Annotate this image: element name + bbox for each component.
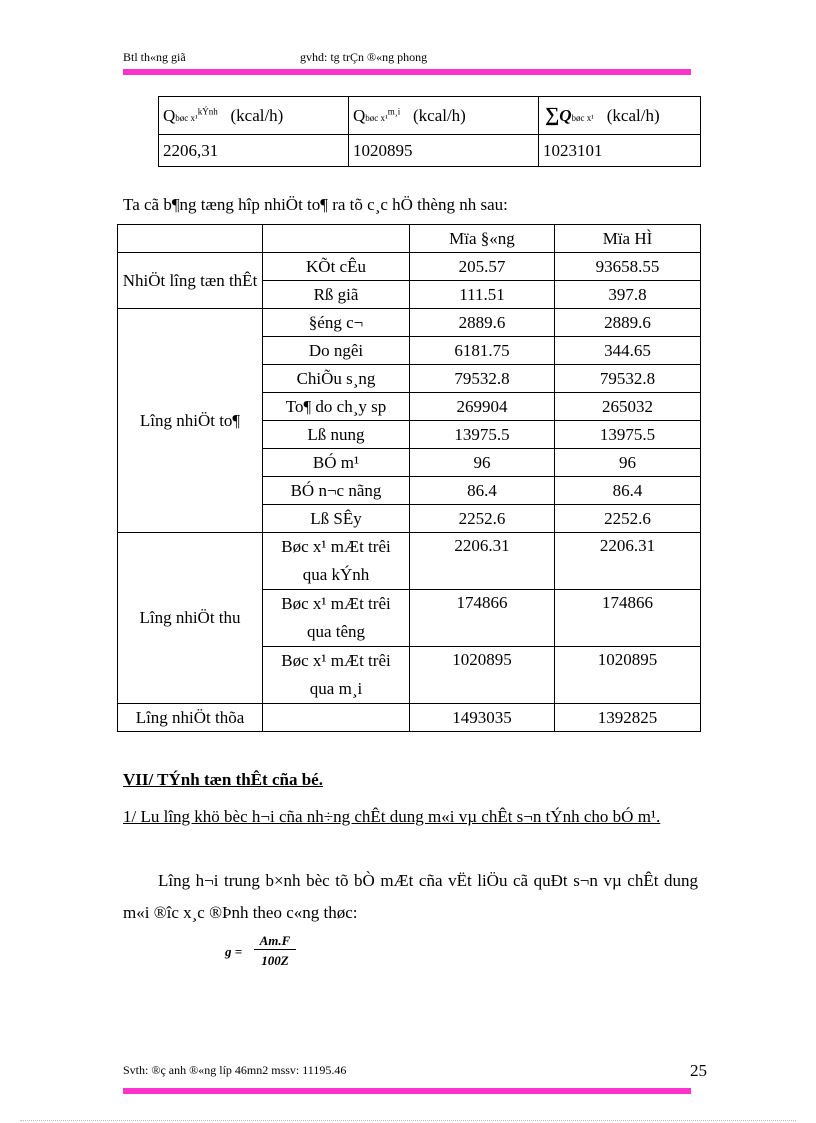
formula-denominator: 100Z bbox=[261, 953, 289, 968]
row-name: KÕt cÊu bbox=[263, 253, 410, 281]
row-name: Do ngêi bbox=[263, 337, 410, 365]
row-summer: 2206.31 bbox=[555, 533, 701, 590]
header-left: Btl th«ng giã bbox=[123, 50, 186, 64]
page-edge bbox=[20, 1120, 796, 1121]
row-summer: 1020895 bbox=[555, 647, 701, 704]
row-summer: 397.8 bbox=[555, 281, 701, 309]
footer-left: Svth: ®ç anh ®«ng líp 46mn2 mssv: 11195.46 bbox=[123, 1063, 347, 1077]
row-winter: 174866 bbox=[410, 590, 555, 647]
table1-header-glass: Qbøc x¹$^{kÝnh}$ (kcal/h) bbox=[159, 97, 349, 135]
total-blank bbox=[263, 704, 410, 732]
row-name: ChiÕu s¸ng bbox=[263, 365, 410, 393]
row-summer: 2252.6 bbox=[555, 505, 701, 533]
row-name: Bøc x¹ mÆt trêi qua têng bbox=[263, 590, 410, 647]
radiation-summary-table bbox=[158, 96, 701, 167]
row-summer: 96 bbox=[555, 449, 701, 477]
row-winter: 111.51 bbox=[410, 281, 555, 309]
group-label-absorbed: Lîng nhiÖt thu bbox=[118, 533, 263, 704]
row-summer: 86.4 bbox=[555, 477, 701, 505]
row-name: Rß giã bbox=[263, 281, 410, 309]
row-summer: 2889.6 bbox=[555, 309, 701, 337]
heat-balance-table bbox=[117, 224, 701, 732]
total-winter: 1493035 bbox=[410, 704, 555, 732]
formula-numerator: Am.F bbox=[254, 933, 296, 950]
row-summer: 344.65 bbox=[555, 337, 701, 365]
row-winter: 6181.75 bbox=[410, 337, 555, 365]
row-name: Bøc x¹ mÆt trêi qua kÝnh bbox=[263, 533, 410, 590]
row-summer: 174866 bbox=[555, 590, 701, 647]
row-winter: 205.57 bbox=[410, 253, 555, 281]
formula-lhs: g = bbox=[225, 944, 243, 959]
col-header-winter: Mïa §«ng bbox=[410, 225, 555, 253]
row-name: Bøc x¹ mÆt trêi qua m¸i bbox=[263, 647, 410, 704]
col-header-summer: Mïa HÌ bbox=[555, 225, 701, 253]
row-winter: 2889.6 bbox=[410, 309, 555, 337]
group-label-loss: NhiÖt lîng tæn thÊt bbox=[118, 253, 263, 309]
table1-value-glass: 2206,31 bbox=[159, 135, 349, 167]
row-summer: 79532.8 bbox=[555, 365, 701, 393]
table1-header-roof: Qbøc x¹$^{m¸i}$ (kcal/h) bbox=[349, 97, 539, 135]
subsection-heading: 1/ Lu lîng khö bèc h¬i cña nh÷ng chÊt dung m«i vµ chÊt s¬n tÝnh cho bÓ m¹. bbox=[123, 807, 661, 826]
footer-divider bbox=[123, 1088, 691, 1094]
section-title: VII/ TÝnh tæn thÊt cña bé. bbox=[123, 770, 323, 789]
row-winter: 2252.6 bbox=[410, 505, 555, 533]
row-summer: 93658.55 bbox=[555, 253, 701, 281]
header-divider bbox=[123, 69, 691, 75]
row-winter: 2206.31 bbox=[410, 533, 555, 590]
row-winter: 79532.8 bbox=[410, 365, 555, 393]
row-winter: 1020895 bbox=[410, 647, 555, 704]
body-paragraph: Lîng h¬i trung b×nh bèc tõ bÒ mÆt cña vËt liÖu cã quÐt s¬n vµ chÊt dung m«i ®îc x¸c ®Þnh theo c«ng thøc: bbox=[123, 871, 698, 922]
row-name: Lß nung bbox=[263, 421, 410, 449]
table1-value-roof: 1020895 bbox=[349, 135, 539, 167]
total-summer: 1392825 bbox=[555, 704, 701, 732]
row-name: BÓ m¹ bbox=[263, 449, 410, 477]
row-winter: 13975.5 bbox=[410, 421, 555, 449]
row-winter: 269904 bbox=[410, 393, 555, 421]
table1-header-total: ∑Qbøc x¹ (kcal/h) bbox=[539, 97, 701, 135]
header-right: gvhd: tg trÇn ®«ng phong bbox=[300, 50, 428, 64]
row-name: §éng c¬ bbox=[263, 309, 410, 337]
table2-blank-header bbox=[263, 225, 410, 253]
row-name: Lß SÊy bbox=[263, 505, 410, 533]
group-label-emitted: Lîng nhiÖt to¶ bbox=[118, 309, 263, 533]
row-name: BÓ n¬c nãng bbox=[263, 477, 410, 505]
row-winter: 86.4 bbox=[410, 477, 555, 505]
page-number: 25 bbox=[690, 1061, 707, 1080]
total-label: Lîng nhiÖt thõa bbox=[118, 704, 263, 732]
intro-text: Ta cã b¶ng tæng hîp nhiÖt to¶ ra tõ c¸c hÖ thèng nh sau: bbox=[123, 195, 508, 214]
row-summer: 265032 bbox=[555, 393, 701, 421]
row-summer: 13975.5 bbox=[555, 421, 701, 449]
table1-value-total: 1023101 bbox=[539, 135, 701, 167]
table2-corner-cell bbox=[118, 225, 263, 253]
row-name: To¶ do ch¸y sp bbox=[263, 393, 410, 421]
row-winter: 96 bbox=[410, 449, 555, 477]
